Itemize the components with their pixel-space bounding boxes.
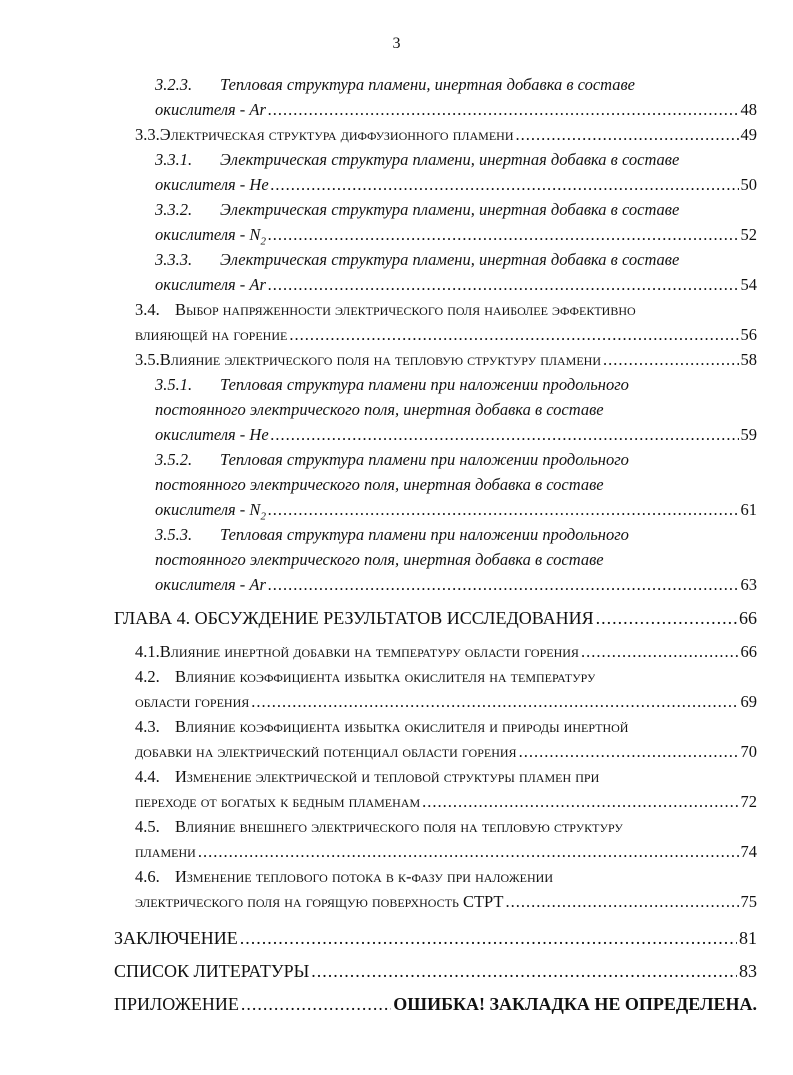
toc-entry-4-1[interactable] bbox=[135, 642, 757, 664]
dot-leader bbox=[268, 225, 739, 245]
entry-number: 3.3.3. bbox=[155, 250, 193, 269]
dot-leader bbox=[198, 842, 739, 862]
toc-entry-4-5-line2[interactable] bbox=[135, 842, 757, 864]
entry-title: Влияние коэффициента избытка окислителя на температуру bbox=[175, 667, 596, 686]
toc-entry-3-4-line1[interactable] bbox=[135, 300, 636, 322]
entry-number: 3.3.2. bbox=[155, 200, 193, 219]
entry-title-cont: окислителя - He bbox=[155, 425, 269, 444]
entry-title-cont: переходе от богатых к бедным пламенам bbox=[135, 792, 421, 811]
entry-title: Влияние электрического поля на тепловую структуру пламени bbox=[159, 350, 602, 369]
entry-page: 66 bbox=[740, 642, 757, 661]
entry-title-cont: области горения bbox=[135, 692, 250, 711]
dot-leader bbox=[422, 792, 738, 812]
entry-page: 74 bbox=[740, 842, 757, 861]
entry-title: Электрическая структура пламени, инертная добавка в составе bbox=[220, 250, 680, 269]
toc-entry-4-3-line1[interactable] bbox=[135, 717, 628, 739]
dot-leader bbox=[516, 125, 739, 145]
dot-leader bbox=[311, 961, 737, 981]
toc-bibliography[interactable] bbox=[114, 961, 757, 983]
entry-title-cont: окислителя - Ar bbox=[155, 575, 266, 594]
dot-leader bbox=[240, 928, 737, 948]
entry-title: Выбор напряженности электрического поля наиболее эффективно bbox=[175, 300, 636, 319]
entry-title-cont: постоянного электрического поля, инертная добавка в составе bbox=[155, 550, 604, 569]
toc-entry-4-4-line2[interactable] bbox=[135, 792, 757, 814]
entry-title-cont bbox=[155, 225, 266, 245]
toc-entry-3-5-3-line3[interactable] bbox=[155, 575, 757, 597]
toc-entry-3-2-3-line2[interactable] bbox=[155, 100, 757, 122]
entry-title-text: окислителя - N bbox=[155, 500, 261, 519]
toc-entry-4-2-line1[interactable] bbox=[135, 667, 595, 689]
entry-page: 50 bbox=[740, 175, 757, 194]
toc-entry-3-3-1-line1[interactable] bbox=[155, 150, 679, 172]
entry-title-cont: добавки на электрический потенциал области горения bbox=[135, 742, 517, 761]
entry-title-cont: электрического поля на горящую поверхность СТРТ bbox=[135, 892, 504, 911]
entry-page: 63 bbox=[740, 575, 757, 594]
toc-entry-3-5-1-line1[interactable] bbox=[155, 375, 629, 397]
entry-number: 3.5.2. bbox=[155, 450, 193, 469]
chapter-title: ЗАКЛЮЧЕНИЕ bbox=[114, 928, 238, 948]
entry-title-cont: пламени bbox=[135, 842, 196, 861]
toc-entry-3-3-1-line2[interactable] bbox=[155, 175, 757, 197]
toc-entry-3-5-2-line2[interactable] bbox=[155, 475, 604, 497]
dot-leader bbox=[603, 350, 738, 370]
entry-number: 3.5. bbox=[135, 350, 160, 369]
toc-entry-3-5-1-line2[interactable] bbox=[155, 400, 604, 422]
toc-entry-3-5-2-line3[interactable] bbox=[155, 500, 757, 522]
entry-title: Влияние инертной добавки на температуру области горения bbox=[159, 642, 579, 661]
entry-title: Тепловая структура пламени, инертная добавка в составе bbox=[220, 75, 635, 94]
toc-chapter-4[interactable] bbox=[114, 608, 757, 630]
entry-page: 72 bbox=[740, 792, 757, 811]
entry-number: 3.5.3. bbox=[155, 525, 193, 544]
entry-page: 83 bbox=[739, 961, 757, 981]
subscript: 2 bbox=[260, 235, 266, 247]
entry-title: Тепловая структура пламени при наложении продольного bbox=[220, 375, 629, 394]
entry-page: 61 bbox=[740, 500, 757, 519]
entry-title: Электрическая структура диффузионного пламени bbox=[159, 125, 514, 144]
dot-leader bbox=[268, 500, 739, 520]
entry-number: 4.3. bbox=[135, 717, 160, 736]
toc-conclusion[interactable] bbox=[114, 928, 757, 950]
entry-title-cont: окислителя - He bbox=[155, 175, 269, 194]
toc-entry-4-6-line1[interactable] bbox=[135, 867, 553, 889]
entry-title: Тепловая структура пламени при наложении продольного bbox=[220, 450, 629, 469]
toc-entry-3-3-2-line1[interactable] bbox=[155, 200, 679, 222]
toc-entry-3-3[interactable] bbox=[135, 125, 757, 147]
entry-number: 3.2.3. bbox=[155, 75, 193, 94]
toc-entry-3-5-1-line3[interactable] bbox=[155, 425, 757, 447]
entry-title: Изменение электрической и тепловой структуры пламен при bbox=[175, 767, 600, 786]
bookmark-error: ОШИБКА! ЗАКЛАДКА НЕ ОПРЕДЕЛЕНА. bbox=[393, 994, 757, 1014]
page-number: 3 bbox=[392, 35, 401, 52]
toc-entry-3-5[interactable] bbox=[135, 350, 757, 372]
entry-page: 58 bbox=[740, 350, 757, 369]
entry-number: 3.3. bbox=[135, 125, 160, 144]
entry-title-cont: окислителя - Ar bbox=[155, 275, 266, 294]
entry-number: 4.6. bbox=[135, 867, 160, 886]
toc-entry-3-3-3-line1[interactable] bbox=[155, 250, 679, 272]
entry-title: Электрическая структура пламени, инертная добавка в составе bbox=[220, 200, 680, 219]
chapter-title: ГЛАВА 4. ОБСУЖДЕНИЕ РЕЗУЛЬТАТОВ ИССЛЕДОВАНИЯ bbox=[114, 608, 594, 628]
entry-title: Тепловая структура пламени при наложении продольного bbox=[220, 525, 629, 544]
dot-leader bbox=[271, 175, 739, 195]
entry-number: 3.3.1. bbox=[155, 150, 193, 169]
entry-number: 3.4. bbox=[135, 300, 160, 319]
dot-leader bbox=[506, 892, 739, 912]
entry-number: 4.5. bbox=[135, 817, 160, 836]
toc-entry-4-5-line1[interactable] bbox=[135, 817, 623, 839]
dot-leader bbox=[596, 608, 737, 628]
entry-page: 56 bbox=[740, 325, 757, 344]
dot-leader bbox=[289, 325, 738, 345]
chapter-title: СПИСОК ЛИТЕРАТУРЫ bbox=[114, 961, 310, 981]
entry-title-text: окислителя - N bbox=[155, 225, 261, 244]
toc-entry-4-3-line2[interactable] bbox=[135, 742, 757, 764]
entry-number: 4.2. bbox=[135, 667, 160, 686]
dot-leader bbox=[241, 994, 391, 1014]
toc-entry-3-5-3-line2[interactable] bbox=[155, 550, 604, 572]
chapter-title: ПРИЛОЖЕНИЕ bbox=[114, 994, 239, 1014]
entry-title-cont: постоянного электрического поля, инертная добавка в составе bbox=[155, 475, 604, 494]
entry-title-cont: влияющей на горение bbox=[135, 325, 288, 344]
toc-entry-4-2-line2[interactable] bbox=[135, 692, 757, 714]
toc-entry-3-2-3-line1[interactable] bbox=[155, 75, 635, 97]
entry-title: Влияние внешнего электрического поля на тепловую структуру bbox=[175, 817, 623, 836]
subscript: 2 bbox=[260, 510, 266, 522]
entry-page: 59 bbox=[740, 425, 757, 444]
toc-entry-4-4-line1[interactable] bbox=[135, 767, 599, 789]
entry-title-cont bbox=[155, 500, 266, 520]
entry-number: 3.5.1. bbox=[155, 375, 193, 394]
dot-leader bbox=[251, 692, 738, 712]
entry-page: 54 bbox=[740, 275, 757, 294]
dot-leader bbox=[519, 742, 739, 762]
toc-entry-3-5-2-line1[interactable] bbox=[155, 450, 629, 472]
toc-entry-3-5-3-line1[interactable] bbox=[155, 525, 629, 547]
toc-entry-3-3-2-line2[interactable] bbox=[155, 225, 757, 247]
entry-page: 66 bbox=[739, 608, 757, 628]
entry-page: 49 bbox=[740, 125, 757, 144]
entry-page: 48 bbox=[740, 100, 757, 119]
toc-entry-3-4-line2[interactable] bbox=[135, 325, 757, 347]
entry-title: Влияние коэффициента избытка окислителя и природы инертной bbox=[175, 717, 629, 736]
dot-leader bbox=[271, 425, 739, 445]
toc-entry-4-6-line2[interactable] bbox=[135, 892, 757, 914]
entry-title-cont: окислителя - Ar bbox=[155, 100, 266, 119]
entry-title-cont: постоянного электрического поля, инертная добавка в составе bbox=[155, 400, 604, 419]
entry-number: 4.4. bbox=[135, 767, 160, 786]
dot-leader bbox=[581, 642, 739, 662]
dot-leader bbox=[268, 100, 739, 120]
dot-leader bbox=[268, 275, 739, 295]
entry-title: Изменение теплового потока в к-фазу при наложении bbox=[175, 867, 554, 886]
entry-page: 69 bbox=[740, 692, 757, 711]
dot-leader bbox=[268, 575, 739, 595]
entry-page: 75 bbox=[740, 892, 757, 911]
toc-appendix[interactable] bbox=[114, 994, 757, 1016]
entry-page: 70 bbox=[740, 742, 757, 761]
entry-page: 52 bbox=[740, 225, 757, 244]
entry-page: 81 bbox=[739, 928, 757, 948]
toc-entry-3-3-3-line2[interactable] bbox=[155, 275, 757, 297]
entry-number: 4.1. bbox=[135, 642, 160, 661]
entry-title: Электрическая структура пламени, инертная добавка в составе bbox=[220, 150, 680, 169]
